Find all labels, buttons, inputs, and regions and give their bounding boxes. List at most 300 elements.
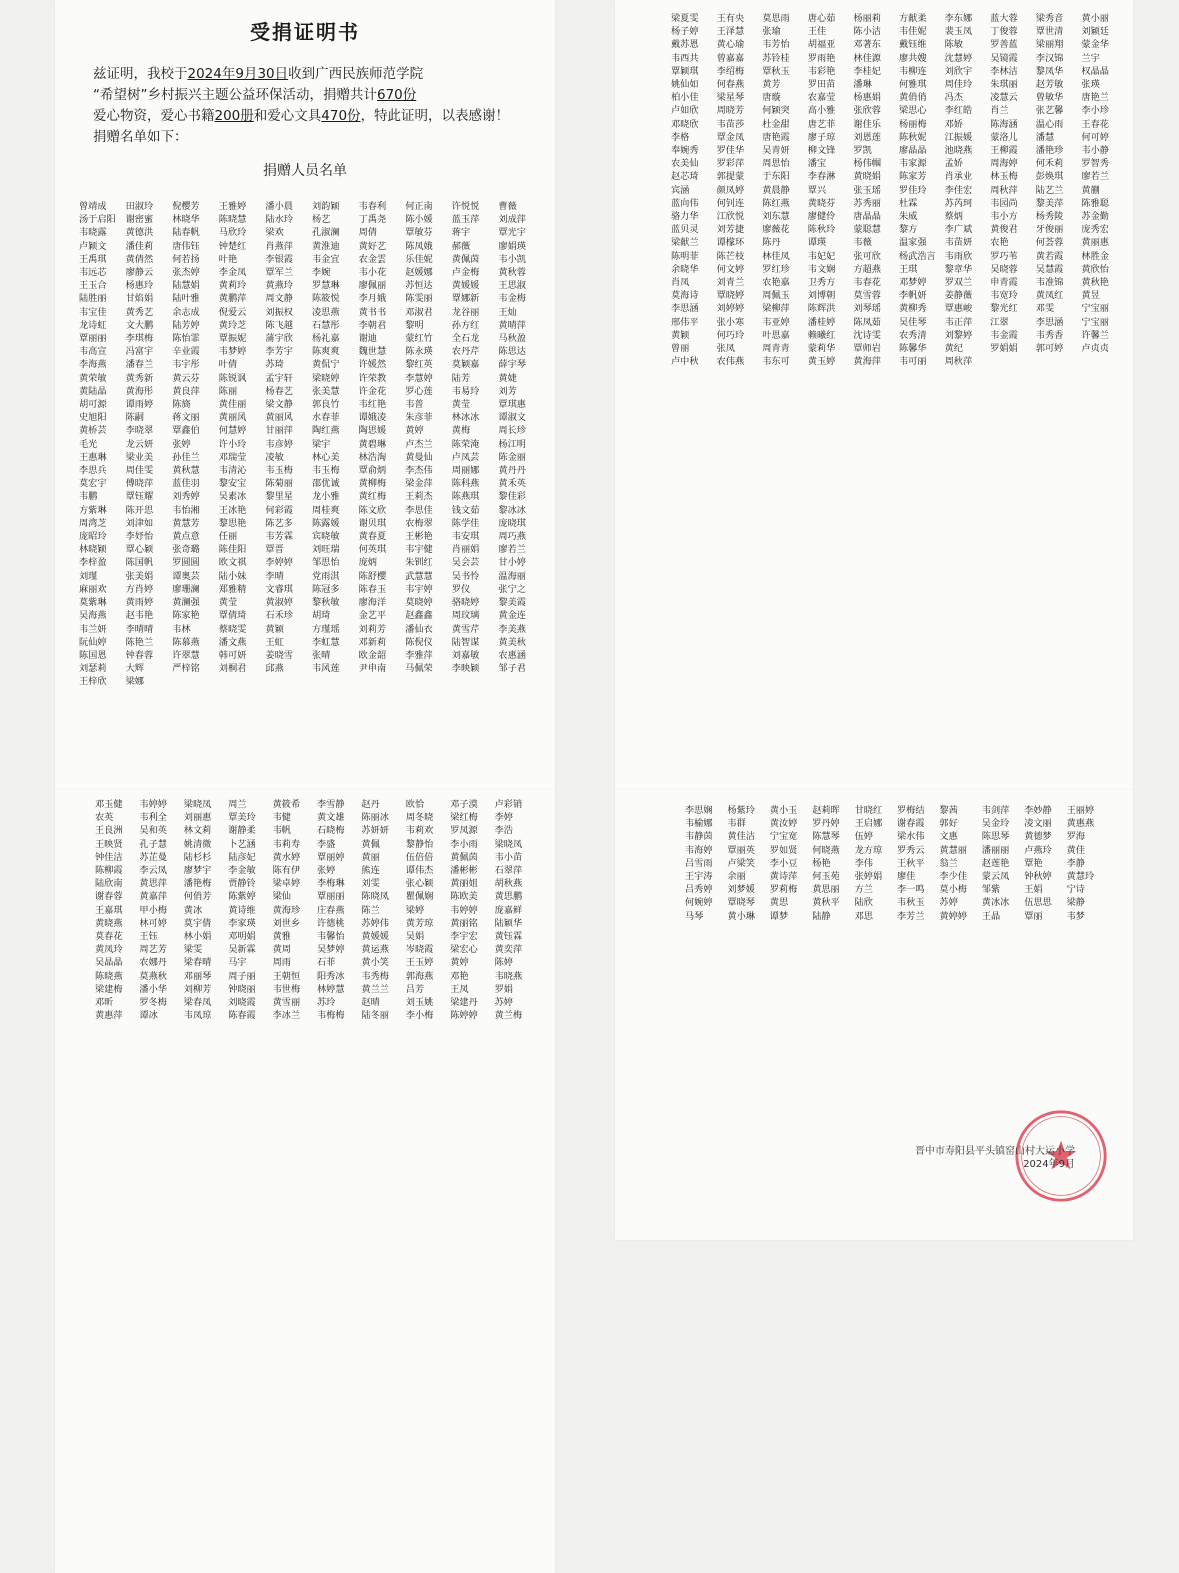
donor-name: 刘瑾 [79,570,98,582]
donor-name: 赵丹 [361,799,380,810]
donor-name: 何颖突 [762,105,790,117]
donor-name: 覃秋玉 [762,65,790,77]
donor-name: 陆智谋 [451,636,480,648]
donor-name: 周佩玉 [762,290,790,302]
donor-name: 覃敏芬 [405,227,433,239]
donor-name: 黄秋艳 [1081,277,1109,289]
donor-name: 李红皓 [944,105,973,117]
donor-name: 韦准锦 [1035,277,1064,289]
donor-name: 肖燕萍 [265,240,293,252]
donor-name: 甘丽萍 [265,425,293,437]
donor-name: 韩可妍 [218,649,247,661]
donor-name: 韦红艳 [358,399,387,411]
donor-name: 覃振妮 [218,333,247,345]
donor-name: 莫小梅 [939,884,967,896]
donor-name: 林佳凤 [762,250,790,262]
donor-name: 梁金萍 [405,478,433,490]
donor-name: 方兰 [854,884,873,896]
donor-name: 农惠涵 [498,649,526,661]
donor-name: 刘成萍 [498,214,526,226]
donor-name: 梁雯 [183,944,203,956]
donor-name: 陶思媛 [358,425,387,437]
donor-name: 李一鸣 [897,884,925,896]
donor-name: 薛宇琴 [498,359,526,371]
donor-name: 李浩 [494,825,513,837]
donor-name: 莫颖嘉 [451,359,480,371]
donor-name: 李小梅 [405,1010,434,1022]
donor-name: 黄文雄 [317,812,345,824]
donor-name: 覃惠峻 [944,303,973,315]
donor-name: 覃师岩 [853,343,881,355]
donor-name: 林文莉 [183,825,212,837]
donor-name: 刘秀婷 [172,491,200,503]
donor-name: 岑晓霞 [405,944,434,956]
donor-name: 潘艳梅 [183,878,212,890]
donor-name: 黄婷 [450,957,469,969]
donor-name: 任丽 [218,531,238,543]
donor-name: 梁晓凤 [494,838,523,850]
donor-list-heading: 捐赠人员名单 [263,163,347,179]
donor-name: 李海燕 [79,359,107,371]
donor-name: 王良洲 [95,825,123,837]
donor-name: 吴书怜 [451,570,480,582]
donor-name: 黄晓娟 [853,171,881,183]
donor-name: 黄小丽 [1081,13,1109,24]
donor-name: 钟佳洁 [95,851,123,863]
donor-name: 潘艳珍 [1035,145,1064,157]
donor-name: 邱燕 [265,663,284,675]
donor-name: 韦芳霖 [265,531,293,543]
donor-name: 陈红燕 [762,197,790,209]
donor-name: 黄筱希 [272,799,301,810]
donor-name: 韦梦 [1066,910,1085,922]
donor-name: 黄美秋 [498,636,526,648]
donor-name: 黄佳 [1066,844,1085,856]
donor-name: 韦小静 [1081,145,1109,157]
donor-name: 何文婷 [716,263,745,275]
donor-name: 梁晓凤 [183,799,212,810]
donor-name: 李思佳 [405,504,433,516]
donor-name: 赵莉晖 [812,805,840,816]
donor-name: 蒙金华 [1081,39,1109,51]
donor-name: 刘玉姚 [405,997,434,1009]
donor-name: 潘小晨 [265,201,293,212]
donor-name: 黎茜 [939,805,958,816]
donor-name: 陈家艳 [172,610,200,622]
donor-name: 覃美玲 [228,812,256,824]
donor-name: 廖珊澜 [172,583,200,595]
donor-name: 王琪 [898,263,918,275]
donor-name: 农嘉莹 [807,92,836,104]
donor-name: 黄昱 [1081,290,1100,302]
donor-name: 黄丽铭 [450,917,478,929]
donor-name: 全石龙 [451,333,480,345]
donor-name: 李伟 [854,857,873,869]
donor-name: 覃丽丽 [79,333,107,345]
donor-name: 李虹慧 [311,636,340,648]
donor-name: 陈飞越 [265,319,293,331]
donor-name: 苏婷伟 [361,917,389,929]
donor-name: 张心颖 [405,878,434,890]
donor-name: 农丹芹 [451,346,480,358]
donor-name: 张奇璐 [172,544,200,556]
donor-name: 马欣玲 [218,227,247,239]
donor-name: 黄思鹏 [494,891,523,903]
donor-name: 周桂爽 [311,504,340,516]
donor-name: 罗心莲 [405,385,433,397]
donor-name: 杨丽莉 [853,13,881,24]
donor-name: 陈永瑛 [405,346,433,358]
donor-name: 黄蒯 [1081,184,1100,196]
donor-name: 罗雨艳 [807,52,836,64]
donor-name: 王虹 [265,636,284,648]
donor-name: 蒲宇欣 [265,333,293,345]
donor-name: 王晶 [981,910,1001,922]
donor-name: 谢迪 [358,333,377,345]
donor-name: 陆颖华 [494,917,523,929]
donor-name: 卢彩销 [494,799,523,810]
donor-name: 韦健 [272,812,291,824]
donor-name: 陈金丽 [498,451,526,463]
donor-name: 农梅翠 [405,517,433,529]
donor-name: 黄雨婷 [125,597,154,609]
donor-name: 刘晓霞 [228,997,256,1009]
donor-name: 陈冠多 [311,583,340,595]
donor-name: 梁卓婷 [272,878,301,890]
donor-name: 卢杰兰 [405,438,433,450]
certificate-page-1 [55,0,555,790]
donor-name: 李冰兰 [272,1010,301,1022]
donor-name: 农秀清 [898,329,927,341]
donor-name: 周艺芳 [139,944,167,956]
donor-names-grid-4 [685,804,1105,923]
donor-name: 梁晓婷 [311,372,340,384]
donor-name: 黄佩茵 [451,253,480,265]
donor-name: 韦芳怡 [762,39,790,51]
donor-name: 韦海婷 [685,844,713,856]
donor-name: 伍思思 [1024,897,1052,909]
donor-name: 黄秋慧 [172,465,200,477]
donor-name: 张艺馨 [1035,105,1064,117]
donor-name: 陈婷婷 [450,1010,478,1022]
donor-name: 陈紫婷 [228,891,256,903]
donor-name: 池晓燕 [944,145,973,157]
line3-prefix: 爱心物资，爱心书籍 [93,108,215,124]
donor-name: 覃军兰 [265,267,293,279]
donor-name: 阮仙婷 [79,636,107,648]
donor-name: 刘颖廷 [1081,26,1109,38]
donor-name: 蒋宇 [451,227,471,239]
donor-name: 黎佳彩 [498,491,526,503]
donor-name: 韦普 [405,399,424,411]
donor-name: 陈雯丽 [405,293,433,305]
donor-name: 黄晨静 [762,184,790,196]
certificate-line-1 [93,64,533,85]
donor-name: 苏婷 [939,897,958,909]
donor-name: 曾嘉嘉 [716,52,745,64]
donor-name: 李美燕 [498,623,526,635]
donor-name: 林冰冰 [451,412,480,424]
donor-name: 周佳雯 [125,465,154,477]
donor-name: 潘宝 [807,158,827,170]
donor-name: 陆欣 [854,897,873,909]
donor-name: 周佳玲 [944,79,973,91]
donor-name: 陈思琴 [981,831,1010,843]
donor-name: 周子丽 [228,970,256,982]
donor-name: 温海丽 [498,570,526,582]
donor-name: 陈爽爽 [311,346,340,358]
donor-name: 韦宽玲 [990,290,1018,302]
donor-name: 廖若兰 [498,544,526,556]
donor-name: 王思淑 [498,280,526,292]
donor-name: 吴佳琴 [898,316,927,328]
donor-name: 黄冰 [183,904,203,916]
donor-name: 刘博朝 [807,290,836,302]
donor-name: 陆静 [812,910,831,922]
donor-name: 邓昕 [95,997,114,1009]
donor-name: 陈旖 [172,399,191,411]
donor-name: 宁诗 [1066,884,1085,896]
donor-name: 吴会芸 [451,557,480,569]
donor-name: 陆叶雅 [172,293,200,305]
donor-name: 覃世清 [1035,26,1064,38]
donor-name: 苏铃桂 [762,52,790,64]
donor-name: 林胜金 [1081,250,1109,262]
donor-name: 黄澜强 [172,597,200,609]
donor-name: 何钊连 [716,197,745,209]
donor-name: 黄佩茵 [450,851,478,863]
donor-name: 李帆妍 [898,290,927,302]
donor-name: 陈丽冰 [361,812,389,824]
donor-name: 罗丹婷 [812,818,840,830]
donor-name: 韦小凯 [498,253,526,265]
donor-name: 吴梦婷 [317,944,345,956]
donor-name: 许媛然 [358,359,387,371]
donor-name: 刘丽惠 [183,812,212,824]
donor-name: 黄春夏 [358,531,387,543]
donor-name: 覃金凤 [716,131,745,143]
donor-name: 黄小玉 [769,805,798,816]
donor-name: 奉婉秀 [671,145,699,157]
donor-name: 李雅萍 [405,649,433,661]
donor-name: 刘雯 [361,878,380,890]
donor-name: 廖娟瑛 [498,240,526,252]
donor-name: 谭梦 [769,910,789,922]
donor-name: 陈兰 [361,904,380,916]
donor-name: 苏琦 [265,359,284,371]
donor-name: 潘桂婷 [807,316,836,328]
donor-name: 邓娇 [944,118,963,130]
donor-name: 蒙红竹 [405,333,433,345]
donor-name: 陈锐讽 [218,372,247,384]
donor-name: 熊连 [361,865,380,877]
donor-name: 严梓铭 [172,663,200,675]
donor-name: 何俏芳 [183,891,212,903]
donor-name: 宾晓敏 [311,531,340,543]
donor-name: 农艳嘉 [762,277,790,289]
donor-name: 卢梁笑 [727,857,755,869]
donor-name: 莫思雨 [762,13,790,24]
donor-name: 罗圆圆 [172,557,200,569]
donor-name: 李广斌 [944,224,973,236]
donor-name: 张小寒 [716,316,745,328]
donor-name: 罗如贤 [769,844,798,856]
donor-name: 周秋萍 [990,184,1018,196]
donor-name: 梁欢 [265,227,284,239]
issue-date: 2024年9月 [1023,1159,1075,1170]
donor-name: 王有央 [716,13,745,24]
donor-name: 黄惠燕 [1066,818,1095,830]
donor-name: 李思涵 [671,303,699,315]
donor-name: 龙云妍 [125,438,154,450]
donor-name: 李慧婷 [405,372,433,384]
donor-name: 农美仙 [671,158,699,170]
donor-name: 韦世梅 [272,983,301,995]
donor-name: 孙佳兰 [172,451,200,463]
donor-name: 谢密蜜 [125,214,154,226]
donor-name: 李晴 [265,570,284,582]
donor-name: 周丽娜 [451,465,480,477]
donor-name: 罗凤源 [450,825,478,837]
donor-name: 黄佳丽 [218,399,247,411]
donor-name: 陈晓慧 [218,214,247,226]
donor-name: 黄莉玲 [218,280,247,292]
donor-name: 廖佩丽 [358,280,387,292]
donor-name: 苏恒达 [405,280,433,292]
donor-name: 韦林 [172,623,191,635]
donor-name: 黄丽姐 [450,878,478,890]
donor-name: 黄雅 [272,931,291,943]
donor-name: 周雨 [272,957,291,969]
certificate-line-4: 捐赠名单如下： [93,129,188,145]
donor-name: 陈馨华 [898,343,927,355]
donor-name: 黄德洪 [125,227,154,239]
donor-name: 陈欧美 [450,891,478,903]
donor-name: 韦晓露 [79,227,107,239]
donor-name: 李春淋 [807,171,836,183]
donor-name: 罗智秀 [1081,158,1109,170]
donor-name: 韦春花 [853,277,881,289]
donor-name: 曾靖成 [79,201,107,212]
donor-name: 韦西共 [671,52,699,64]
donor-name: 覃心颖 [125,544,154,556]
donor-name: 胡福亚 [807,39,836,51]
donor-name: 李妤怡 [125,531,154,543]
donor-name: 李金敏 [228,865,256,877]
donor-name: 黄媛媛 [361,931,389,943]
donor-name: 刘芳捷 [716,224,745,236]
donor-name: 罗彩萍 [716,158,745,170]
donor-name: 甲小梅 [139,904,167,916]
donor-name: 王冰艳 [218,504,247,516]
donor-name: 罗慧琳 [311,280,340,292]
donor-name: 杜霖 [898,197,918,209]
donor-name: 陈筱悦 [311,293,340,305]
donor-name: 黎思艳 [218,517,247,529]
donor-names-grid-1 [79,200,541,689]
donor-name: 梁春凤 [183,997,212,1009]
donor-name: 杨秀陵 [1035,211,1064,223]
donor-name: 李盛 [317,838,336,850]
donor-name: 陈雅聪 [1081,197,1109,209]
donor-name: 罗秀云 [897,844,925,856]
donor-name: 王宇涛 [685,871,713,883]
donor-name: 姚仙如 [671,79,699,91]
donor-name: 王钰 [139,931,158,943]
donor-name: 邹思怡 [311,557,340,569]
donor-name: 农金雲 [358,253,387,265]
donor-name: 何春燕 [716,79,745,91]
donor-name: 金艺平 [358,610,387,622]
donor-name: 周秋萍 [944,356,973,368]
donor-name: 马秋盈 [498,333,526,345]
donor-name: 胡琦 [311,610,331,622]
donor-name: 李汉锦 [1035,52,1064,64]
donor-name: 李月娥 [358,293,387,305]
donor-name: 颜凤婷 [716,184,745,196]
donor-name: 叶思嘉 [762,329,790,341]
donor-name: 邓雯 [1035,303,1055,315]
donor-name: 廖若兰 [1081,171,1109,183]
donor-name: 曾丽 [671,343,690,355]
donor-name: 韦秀香 [1035,329,1064,341]
donor-name: 梁文静 [265,399,293,411]
donor-name: 王玉合 [79,280,107,292]
donor-name: 钟春蓉 [125,649,154,661]
donor-name: 黄思萍 [139,878,167,890]
donor-name: 方瑾瑶 [311,623,340,635]
donor-name: 杨丽梅 [898,118,927,130]
donor-name: 黄德梦 [1024,831,1052,843]
donor-name: 黄思丽 [812,884,840,896]
donor-name: 韦正萍 [944,316,973,328]
donor-name: 黄好艺 [358,240,387,252]
donor-name: 梁娜 [125,676,144,688]
donor-name: 肖兰 [990,105,1009,117]
donor-name: 黎安宝 [218,478,247,490]
donor-name: 孔子慧 [139,838,167,850]
donor-name: 梁水伟 [897,831,925,843]
donor-name: 黄慧丽 [939,844,967,856]
donor-name: 莫宏宇 [79,478,107,490]
donor-name: 卫秀方 [807,277,836,289]
donor-name: 邓晓欣 [671,118,699,130]
donor-name: 杨礼嘉 [311,333,340,345]
donor-name: 陈家芳 [898,171,927,183]
donor-name: 吴镜霞 [990,52,1018,64]
donor-name: 韦园尚 [990,197,1018,209]
donor-name: 莫春花 [95,931,123,943]
donor-name: 钟秋婷 [1024,871,1052,883]
donor-name: 韦玉梅 [265,465,293,477]
donor-name: 温家强 [898,237,927,249]
donor-name: 韦风莲 [311,663,340,675]
donor-name: 邢伟平 [671,316,699,328]
donor-name: 黄诗维 [228,904,256,916]
donor-name: 韦彩艳 [807,65,836,77]
donor-name: 韦柳连 [898,65,927,77]
donor-name: 梁春晴 [183,957,212,969]
donor-name: 郭好 [939,818,958,830]
donor-name: 陈芒枝 [716,250,745,262]
donor-name: 梁红梅 [450,812,478,824]
donor-name: 石翠萍 [494,865,523,877]
donor-name: 邓著东 [853,39,881,51]
donor-name: 陆芳婷 [172,319,200,331]
donor-name: 马宇 [228,957,247,969]
donor-name: 李芳宇 [265,346,293,358]
donor-name: 吴青妍 [762,145,790,157]
